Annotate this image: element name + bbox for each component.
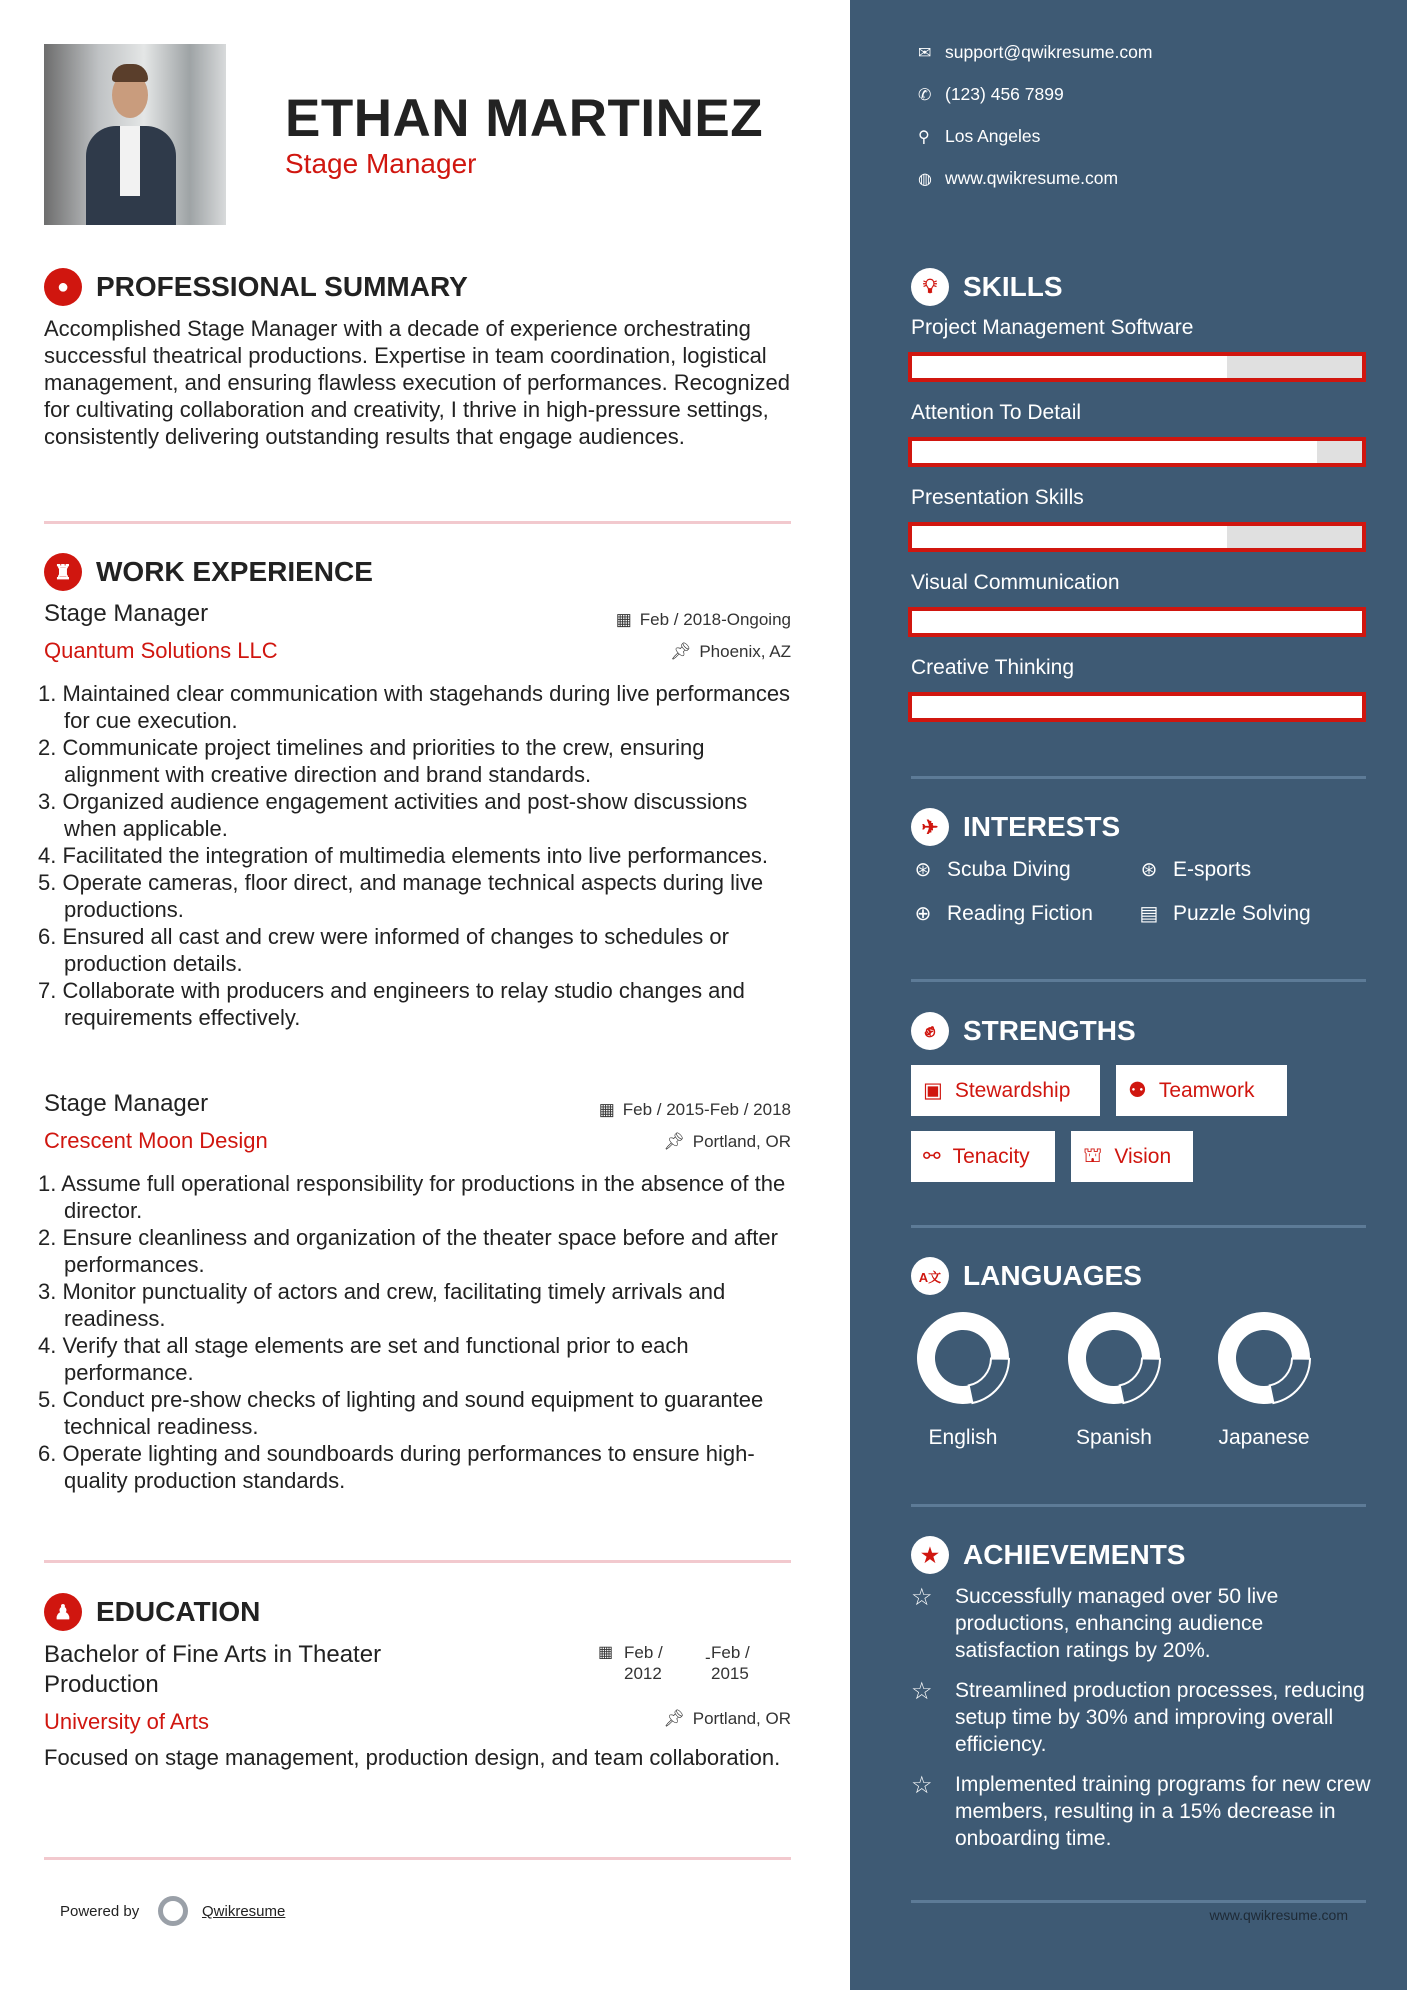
- summary-heading-text: PROFESSIONAL SUMMARY: [96, 271, 468, 302]
- skill-name: Creative Thinking: [911, 656, 1075, 679]
- duties-list: [38, 680, 798, 1031]
- strength-chip: [911, 1131, 1055, 1182]
- language-name: English: [928, 1426, 998, 1449]
- footer-site: www.qwikresume.com: [1209, 1907, 1348, 1923]
- contact-text[interactable]: Los Angeles: [945, 126, 1041, 146]
- powered-by-label: Powered by: [60, 1903, 140, 1920]
- education-heading-text: EDUCATION: [96, 1596, 261, 1627]
- school: University of Arts: [44, 1709, 210, 1734]
- job-title: Stage Manager: [44, 1090, 209, 1117]
- job-date-text: Feb / 2018-Ongoing: [639, 610, 791, 629]
- languages-heading: [911, 1257, 1142, 1295]
- job-title: Stage Manager: [44, 600, 209, 627]
- duty-item: 2. Ensure cleanliness and organization of the theater space before and after performances.: [38, 1225, 778, 1277]
- duty-item: 1. Assume full operational responsibility for productions in the absence of the director.: [38, 1171, 786, 1223]
- strength-label: Teamwork: [1158, 1078, 1255, 1102]
- skill-bar: [908, 607, 1366, 637]
- interest-label: Reading Fiction: [947, 901, 1093, 925]
- skill-bar-fill: [912, 526, 1227, 548]
- skill-bar: [908, 352, 1366, 382]
- globe-icon: ◍: [918, 170, 932, 188]
- skill-bar: [908, 692, 1366, 722]
- star-icon: ☆: [911, 1772, 933, 1799]
- fist-icon: ✊︎: [911, 1012, 949, 1050]
- link-icon: ⚯: [923, 1145, 941, 1168]
- strengths-heading: [911, 1012, 1136, 1050]
- divider: [911, 1900, 1366, 1903]
- contact-text[interactable]: support@qwikresume.com: [945, 42, 1153, 62]
- chair-icon: ♜: [44, 553, 82, 591]
- pushpin-icon: 📌︎: [663, 1709, 685, 1728]
- work-heading-text: WORK EXPERIENCE: [96, 556, 373, 587]
- interest-item: [1137, 901, 1311, 926]
- duty-item: 5. Operate cameras, floor direct, and manage technical aspects during live productions.: [38, 870, 764, 922]
- duty-item: 6. Ensured all cast and crew were informed of changes to schedules or production details.: [38, 924, 729, 976]
- achievement-item: [911, 1771, 1371, 1852]
- education-date-start: Feb / 2012: [624, 1643, 663, 1683]
- interest-label: Scuba Diving: [947, 857, 1071, 881]
- summary-heading: [44, 268, 468, 306]
- language-level-remainder: [1270, 1358, 1310, 1403]
- achievement-item: [911, 1677, 1371, 1758]
- star-icon: ☆: [911, 1678, 933, 1705]
- skill-name: Project Management Software: [911, 316, 1194, 339]
- envelope-icon: ✉: [918, 44, 932, 62]
- job-location-text: Portland, OR: [692, 1132, 791, 1151]
- map-pin-icon: ⚲: [918, 128, 930, 146]
- book-icon: ▤: [1139, 903, 1159, 925]
- briefcase-icon: ▣: [923, 1079, 943, 1102]
- languages-heading-text: LANGUAGES: [963, 1260, 1142, 1291]
- education-description: Focused on stage management, production design, and team collaboration.: [44, 1745, 781, 1770]
- qwikresume-logo-icon: [158, 1896, 188, 1926]
- strength-chip: [1116, 1065, 1287, 1116]
- education-location: [663, 1709, 791, 1729]
- duty-item: 2. Communicate project timelines and priorities to the crew, ensuring alignment with creative direction and brand standards.: [38, 735, 705, 787]
- achievement-text: Successfully managed over 50 live productions, enhancing audience satisfaction ratings by 20%.: [955, 1585, 1279, 1662]
- job-date-text: Feb / 2015-Feb / 2018: [622, 1100, 791, 1119]
- duty-item: 4. Facilitated the integration of multimedia elements into live performances.: [38, 843, 769, 868]
- skill-name: Attention To Detail: [911, 401, 1082, 424]
- education-location-text: Portland, OR: [692, 1709, 791, 1728]
- achievements-heading: [911, 1536, 1185, 1574]
- duty-item: 3. Monitor punctuality of actors and crew, facilitating timely arrivals and readiness.: [38, 1279, 726, 1331]
- company: Quantum Solutions LLC: [44, 638, 278, 663]
- lifebuoy-icon: ⊛: [914, 859, 932, 881]
- pushpin-icon: 📌︎: [669, 642, 692, 661]
- contact-text[interactable]: (123) 456 7899: [945, 84, 1064, 104]
- translate-icon: A文: [911, 1257, 949, 1295]
- divider: [911, 776, 1366, 779]
- interest-label: Puzzle Solving: [1173, 901, 1311, 925]
- star-icon: ★: [911, 1536, 949, 1574]
- achievement-text: Streamlined production processes, reducing setup time by 30% and improving overall efficiency.: [955, 1679, 1365, 1756]
- duty-item: 6. Operate lighting and soundboards during performances to ensure high-quality production standards.: [38, 1441, 755, 1493]
- interest-item: [911, 857, 1071, 882]
- job-location-text: Phoenix, AZ: [699, 642, 791, 661]
- lifebuoy-icon: ⊛: [1140, 859, 1158, 881]
- education-date-end: Feb / 2015: [711, 1643, 750, 1683]
- skills-heading: [911, 268, 1063, 306]
- pushpin-icon: 📌︎: [663, 1132, 685, 1151]
- user-icon: ●: [44, 268, 82, 306]
- users-icon: ⚉: [1128, 1079, 1147, 1102]
- interest-label: E-sports: [1173, 857, 1252, 881]
- sidebar: [850, 0, 1407, 1990]
- binoculars-icon: ⛫: [1083, 1143, 1103, 1167]
- interest-item: [1137, 857, 1251, 882]
- degree: Bachelor of Fine Arts in Theater Production: [44, 1641, 382, 1698]
- contact-item: [918, 126, 1040, 147]
- profile-photo: [44, 44, 226, 225]
- lightbulb-icon: 💡︎: [911, 268, 949, 306]
- duties-list: [38, 1170, 798, 1494]
- phone-icon: ✆: [918, 86, 932, 104]
- star-icon: ☆: [911, 1584, 933, 1611]
- skill-bar-fill: [912, 611, 1362, 633]
- strength-label: Vision: [1114, 1144, 1172, 1168]
- divider: [44, 1560, 791, 1563]
- job-date: [599, 1100, 791, 1120]
- strength-label: Tenacity: [952, 1144, 1030, 1168]
- contact-item: [918, 168, 1118, 189]
- company: Crescent Moon Design: [44, 1128, 268, 1153]
- language-level-remainder: [1120, 1358, 1160, 1403]
- calendar-icon: ▦: [598, 1100, 615, 1119]
- candidate-name: ETHAN MARTINEZ: [285, 89, 764, 148]
- interests-heading-text: INTERESTS: [963, 811, 1121, 842]
- graduate-icon: ♟: [44, 1593, 82, 1631]
- achievement-item: [911, 1583, 1371, 1664]
- skill-name: Visual Communication: [911, 571, 1120, 594]
- contact-item: [918, 84, 1064, 105]
- strength-label: Stewardship: [954, 1078, 1071, 1102]
- language-name: Spanish: [1076, 1426, 1152, 1449]
- language-donut: [913, 1308, 1013, 1408]
- duty-item: 1. Maintained clear communication with stagehands during live performances for cue execution.: [38, 681, 791, 733]
- calendar-icon: ▦: [598, 1644, 614, 1661]
- duty-item: 4. Verify that all stage elements are set and functional prior to each performance.: [38, 1333, 689, 1385]
- calendar-icon: ▦: [615, 610, 632, 629]
- skill-bar: [908, 437, 1366, 467]
- contact-text[interactable]: www.qwikresume.com: [945, 168, 1119, 188]
- strength-chip: [1071, 1131, 1193, 1182]
- language-donut: [1214, 1308, 1314, 1408]
- language-level-remainder: [969, 1358, 1009, 1403]
- work-heading: [44, 553, 373, 591]
- divider: [44, 1857, 791, 1860]
- qwikresume-link[interactable]: Qwikresume: [202, 1903, 286, 1920]
- contact-item: [918, 42, 1152, 63]
- job-location: [663, 1132, 791, 1152]
- achievement-text: Implemented training programs for new crew members, resulting in a 15% decrease in onboarding time.: [955, 1773, 1371, 1850]
- education-date-separator: -: [705, 1648, 711, 1667]
- paper-plane-icon: ✈: [911, 808, 949, 846]
- duty-item: 3. Organized audience engagement activities and post-show discussions when applicable.: [38, 789, 748, 841]
- strengths-heading-text: STRENGTHS: [963, 1015, 1136, 1046]
- job-date: [616, 610, 791, 630]
- skill-bar-fill: [912, 356, 1227, 378]
- skills-heading-text: SKILLS: [963, 271, 1063, 302]
- duty-item: 5. Conduct pre-show checks of lighting and sound equipment to guarantee technical readiness.: [38, 1387, 764, 1439]
- interest-item: [911, 901, 1093, 926]
- skill-bar: [908, 522, 1366, 552]
- duty-item: 7. Collaborate with producers and engineers to relay studio changes and requirements effectively.: [38, 978, 745, 1030]
- divider: [44, 521, 791, 524]
- divider: [911, 1225, 1366, 1228]
- skill-name: Presentation Skills: [911, 486, 1084, 509]
- skill-bar-fill: [912, 696, 1362, 718]
- interests-heading: [911, 808, 1120, 846]
- skill-bar-fill: [912, 441, 1317, 463]
- divider: [911, 979, 1366, 982]
- language-name: Japanese: [1218, 1426, 1310, 1449]
- gamepad-icon: ⊕: [914, 903, 932, 925]
- language-donut: [1064, 1308, 1164, 1408]
- divider: [911, 1504, 1366, 1507]
- strength-chip: [911, 1065, 1100, 1116]
- summary-text: Accomplished Stage Manager with a decade of experience orchestrating successful theatrical productions. Expertise in team coordination, logistical management, and ensuring flawless execution of performances. Recognized for cultivating collaboration and creativity, I thrive in high-pressure settings, consistently delivering outstanding results that engage audiences.: [44, 316, 790, 449]
- education-heading: [44, 1593, 260, 1631]
- candidate-title: Stage Manager: [285, 148, 477, 179]
- job-location: [670, 642, 791, 662]
- achievements-heading-text: ACHIEVEMENTS: [963, 1539, 1186, 1570]
